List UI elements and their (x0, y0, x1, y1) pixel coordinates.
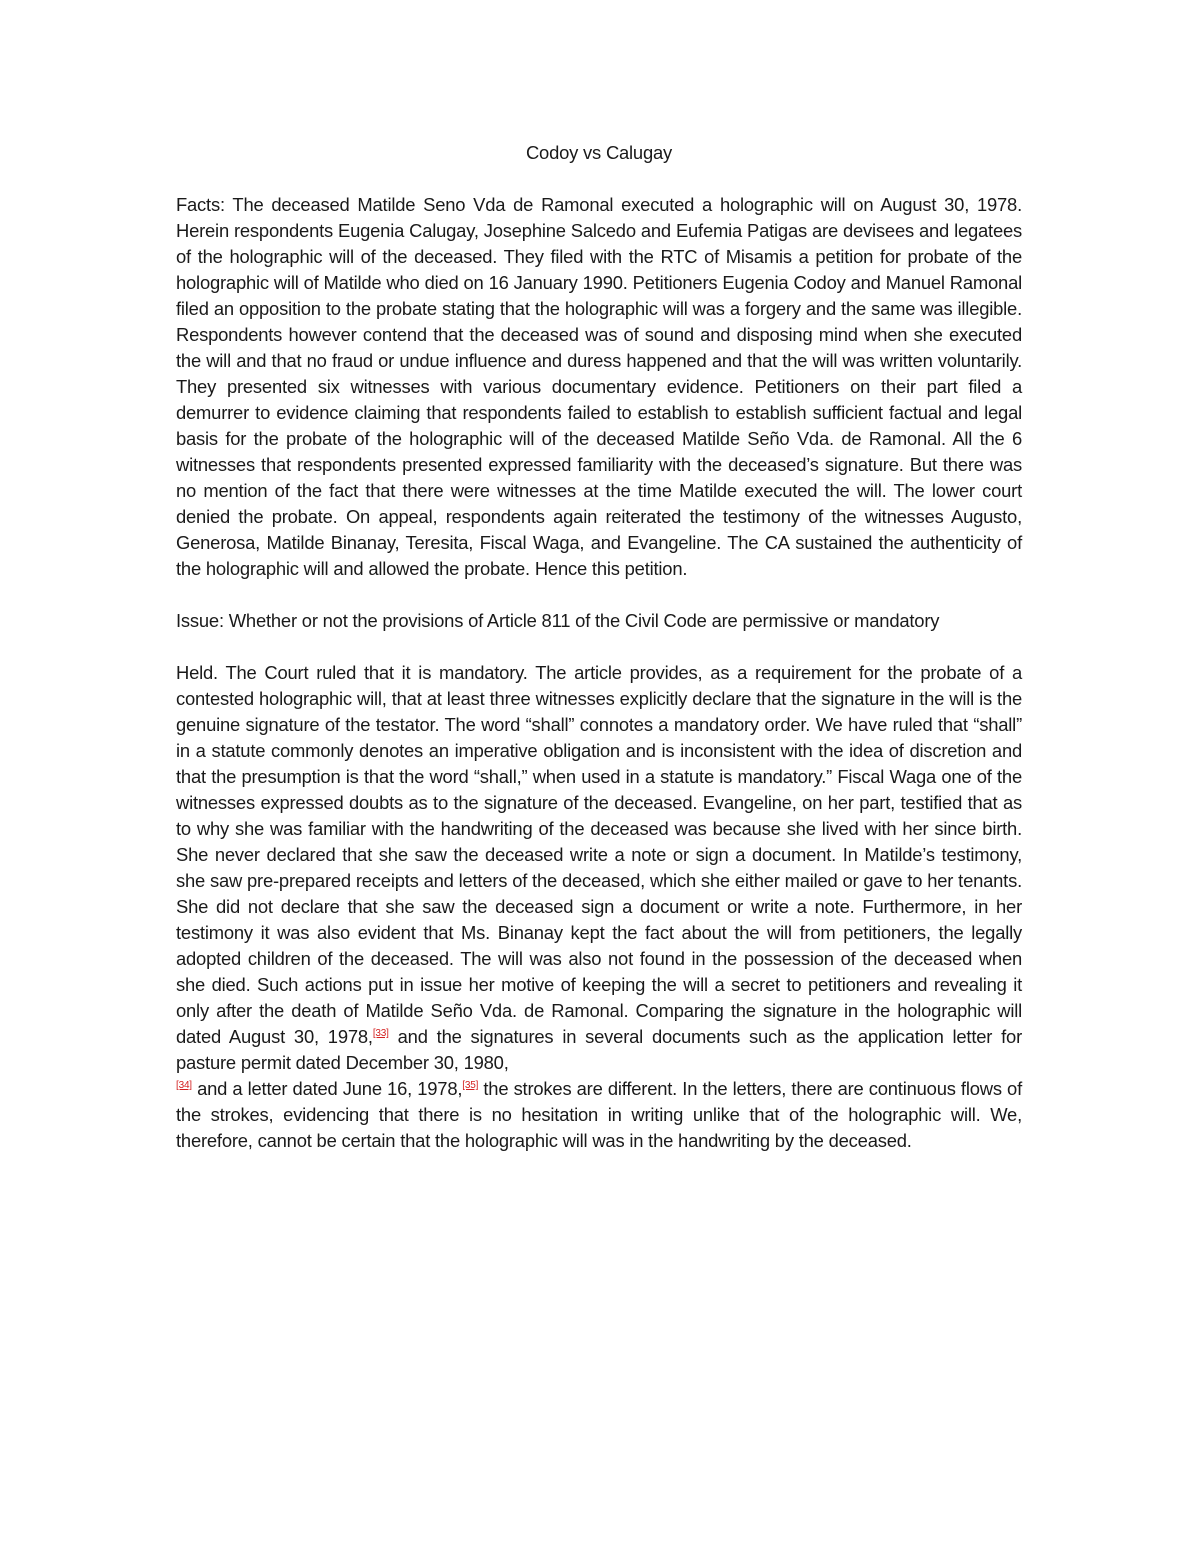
footnote-link-33[interactable]: [33] (372, 1027, 389, 1039)
held-text-part-3: and a letter dated June 16, 1978, (191, 1078, 463, 1099)
footnote-link-34[interactable]: [34] (176, 1079, 192, 1091)
issue-paragraph: Issue: Whether or not the provisions of Article 811 of the Civil Code are permissive or mandatory (176, 610, 940, 631)
document-body (176, 140, 1022, 1180)
footnote-link-35[interactable]: [35] (462, 1079, 479, 1091)
document-title: Codoy vs Calugay (525, 142, 673, 163)
held-text-part-2: and the signatures in several documents such as the application letter for pasture permit dated December 30, 1980, (176, 1026, 1022, 1073)
held-text-part-4: the strokes are different. In the letters, there are continuous flows of the strokes, evidencing that there is no hesitation in writing unlike that of the holographic will. We, therefore, cannot be certain that the holographic will was in the handwriting by the deceased. (176, 1078, 1022, 1151)
facts-paragraph: Facts: The deceased Matilde Seno Vda de Ramonal executed a holographic will on August 30, 1978. Herein respondents Eugenia Calugay, Josephine Salcedo and Eufemia Patigas are devisees and legatees of the holographic will of the deceased. They filed with the RTC of Misamis a petition for probate of the holographic will of Matilde who died on 16 January 1990. Petitioners Eugenia Codoy and Manuel Ramonal filed an opposition to the probate stating that the holographic will was a forgery and the same was illegible. Respondents however contend that the deceased was of sound and disposing mind when she executed the will and that no fraud or undue influence and duress happened and that the will was written voluntarily. They presented six witnesses with various documentary evidence. Petitioners on their part filed a demurrer to evidence claiming that respondents failed to establish to establish sufficient factual and legal basis for the probate of the holographic will of the deceased Matilde Seño Vda. de Ramonal. All the 6 witnesses that respondents presented expressed familiarity with the deceased’s signature. But there was no mention of the fact that there were witnesses at the time Matilde executed the will. The lower court denied the probate. On appeal, respondents again reiterated the testimony of the witnesses Augusto, Generosa, Matilde Binanay, Teresita, Fiscal Waga, and Evangeline. The CA sustained the authenticity of the holographic will and allowed the probate. Hence this petition. (176, 194, 1022, 579)
held-paragraph (176, 660, 1022, 1154)
held-text-part-1: Held. The Court ruled that it is mandatory. The article provides, as a requirement for the probate of a contested holographic will, that at least three witnesses explicitly declare that the signature in the will is the genuine signature of the testator. The word “shall” connotes a mandatory order. We have ruled that “shall” in a statute commonly denotes an imperative obligation and is inconsistent with the idea of discretion and that the presumption is that the word “shall,” when used in a statute is mandatory.” Fiscal Waga one of the witnesses expressed doubts as to the signature of the deceased. Evangeline, on her part, testified that as to why she was familiar with the handwriting of the deceased was because she lived with her since birth. She never declared that she saw the deceased write a note or sign a document. In Matilde’s testimony, she saw pre-prepared receipts and letters of the deceased, which she either mailed or gave to her tenants. She did not declare that she saw the deceased sign a document or write a note. Furthermore, in her testimony it was also evident that Ms. Binanay kept the fact about the will from petitioners, the legally adopted children of the deceased. The will was also not found in the possession of the deceased when she died. Such actions put in issue her motive of keeping the will a secret to petitioners and revealing it only after the death of Matilde Seño Vda. de Ramonal. Comparing the signature in the holographic will dated August 30, 1978, (176, 662, 1022, 1047)
